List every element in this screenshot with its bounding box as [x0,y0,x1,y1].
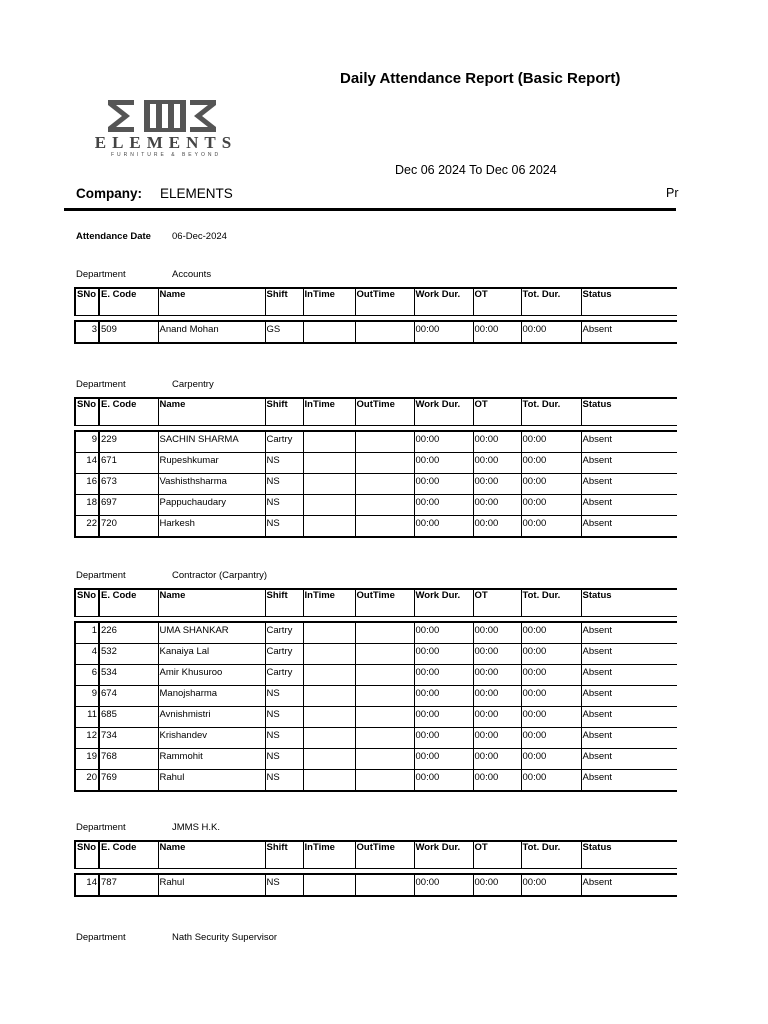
table-cell: NS [265,728,303,749]
table-cell: 00:00 [473,770,521,792]
table-cell: 19 [75,749,99,770]
table-row [75,686,677,707]
table-cell: 00:00 [473,321,521,343]
company-value: ELEMENTS [160,186,233,201]
column-header: OT [473,589,521,617]
table-cell [355,516,414,538]
column-header: Name [158,398,265,426]
column-header: OT [473,841,521,869]
table-cell: 00:00 [521,516,581,538]
table-cell: Absent [581,321,677,343]
table-row [75,431,677,453]
table-cell: UMA SHANKAR [158,622,265,644]
column-header: E. Code [99,589,158,617]
table-cell [355,644,414,665]
column-header: E. Code [99,288,158,316]
table-cell: 00:00 [473,622,521,644]
table-cell [355,474,414,495]
table-cell: 00:00 [414,644,473,665]
table-row [75,622,677,644]
table-cell: 9 [75,431,99,453]
table-row [75,707,677,728]
department-label: Department [76,379,126,390]
column-header: Work Dur. [414,398,473,426]
table-cell: Rupeshkumar [158,453,265,474]
table-cell [355,770,414,792]
table-cell [355,431,414,453]
table-cell: Cartry [265,622,303,644]
table-cell: 00:00 [521,665,581,686]
attendance-table [74,397,677,538]
table-row [75,453,677,474]
table-cell: 509 [99,321,158,343]
table-cell: Rahul [158,770,265,792]
column-header: OutTime [355,841,414,869]
table-cell: 00:00 [521,728,581,749]
column-header: Shift [265,589,303,617]
table-cell: 00:00 [473,686,521,707]
table-cell: SACHIN SHARMA [158,431,265,453]
table-cell: 674 [99,686,158,707]
table-cell: Absent [581,749,677,770]
column-header: Work Dur. [414,589,473,617]
table-cell: 14 [75,453,99,474]
table-cell [303,728,355,749]
table-cell: 00:00 [414,474,473,495]
table-cell: 229 [99,431,158,453]
column-header: Tot. Dur. [521,841,581,869]
table-cell [355,495,414,516]
table-row [75,665,677,686]
table-cell: Pappuchaudary [158,495,265,516]
table-cell [303,474,355,495]
column-header: SNo [75,398,99,426]
table-cell: 787 [99,874,158,896]
column-header: E. Code [99,841,158,869]
department-label: Department [76,269,126,280]
table-cell [303,431,355,453]
column-header: OutTime [355,288,414,316]
table-cell: Absent [581,770,677,792]
table-row [75,728,677,749]
table-cell: 685 [99,707,158,728]
table-cell: Amir Khusuroo [158,665,265,686]
table-cell: Absent [581,644,677,665]
column-header: Status [581,841,677,869]
table-cell [355,453,414,474]
table-row [75,474,677,495]
table-cell: 00:00 [414,665,473,686]
table-cell: 00:00 [521,622,581,644]
table-cell: 00:00 [473,453,521,474]
table-cell: NS [265,495,303,516]
table-cell: Cartry [265,665,303,686]
table-cell: 00:00 [473,874,521,896]
printed-label: Pr [666,186,679,200]
table-cell: Absent [581,707,677,728]
table-cell: 00:00 [521,644,581,665]
department-name: JMMS H.K. [172,822,221,833]
table-cell: 00:00 [473,749,521,770]
table-cell [355,874,414,896]
table-cell: 20 [75,770,99,792]
table-cell [303,749,355,770]
table-cell: Harkesh [158,516,265,538]
table-cell: 00:00 [521,453,581,474]
attendance-table [74,840,677,897]
table-cell: 734 [99,728,158,749]
table-cell: 768 [99,749,158,770]
table-cell: 00:00 [473,728,521,749]
department-name: Carpentry [172,379,214,390]
table-cell: Absent [581,665,677,686]
table-cell: 3 [75,321,99,343]
table-cell: Anand Mohan [158,321,265,343]
table-cell: 12 [75,728,99,749]
table-cell: Vashisthsharma [158,474,265,495]
column-header: OutTime [355,398,414,426]
table-cell: 00:00 [521,874,581,896]
table-cell: Cartry [265,644,303,665]
table-cell [303,686,355,707]
table-cell: 00:00 [521,686,581,707]
table-cell: Absent [581,622,677,644]
table-cell: Absent [581,431,677,453]
table-cell: 00:00 [473,431,521,453]
table-cell: 22 [75,516,99,538]
table-cell: 11 [75,707,99,728]
table-cell [303,665,355,686]
table-cell: 00:00 [521,707,581,728]
table-cell: 720 [99,516,158,538]
table-cell: 697 [99,495,158,516]
table-cell [355,728,414,749]
column-header: Tot. Dur. [521,589,581,617]
table-cell: NS [265,874,303,896]
table-cell: Absent [581,516,677,538]
column-header: Work Dur. [414,841,473,869]
table-cell: 00:00 [414,749,473,770]
table-cell [303,453,355,474]
table-header-row [75,841,677,869]
column-header: InTime [303,288,355,316]
department-name: Accounts [172,269,212,280]
table-cell [303,644,355,665]
table-cell: 226 [99,622,158,644]
table-cell: 00:00 [414,495,473,516]
table-cell [355,707,414,728]
column-header: Status [581,589,677,617]
table-cell: NS [265,770,303,792]
column-header: Shift [265,398,303,426]
report-title: Daily Attendance Report (Basic Report) [340,70,621,87]
column-header: Tot. Dur. [521,288,581,316]
table-cell: NS [265,707,303,728]
attendance-date-label: Attendance Date [76,231,151,242]
table-cell: 00:00 [414,321,473,343]
table-cell: Rahul [158,874,265,896]
column-header: Name [158,288,265,316]
table-cell: 1 [75,622,99,644]
table-cell: 00:00 [473,707,521,728]
table-cell: 534 [99,665,158,686]
column-header: OutTime [355,589,414,617]
logo-tagline-text: FURNITURE & BEYOND [110,152,222,158]
table-cell: 00:00 [414,516,473,538]
table-cell [303,495,355,516]
attendance-table [74,588,677,792]
table-cell [355,665,414,686]
table-cell: NS [265,474,303,495]
table-cell: 9 [75,686,99,707]
table-cell: 00:00 [473,474,521,495]
table-cell: 00:00 [473,516,521,538]
table-cell [303,516,355,538]
table-cell: 673 [99,474,158,495]
table-cell [355,749,414,770]
attendance-table [74,287,677,344]
table-cell: 00:00 [521,321,581,343]
company-label: Company: [76,186,143,201]
table-cell: Absent [581,495,677,516]
table-row [75,321,677,343]
column-header: Name [158,589,265,617]
table-row [75,874,677,896]
table-cell: Cartry [265,431,303,453]
table-cell: 16 [75,474,99,495]
table-cell [355,321,414,343]
table-cell: 00:00 [521,495,581,516]
table-cell: Rammohit [158,749,265,770]
table-cell: NS [265,453,303,474]
column-header: Work Dur. [414,288,473,316]
table-row [75,749,677,770]
table-cell [355,686,414,707]
table-cell: 00:00 [521,474,581,495]
department-name: Nath Security Supervisor [172,932,278,943]
column-header: Tot. Dur. [521,398,581,426]
table-cell: Absent [581,728,677,749]
table-cell: 671 [99,453,158,474]
table-cell: 769 [99,770,158,792]
table-cell: 00:00 [473,644,521,665]
table-cell: 18 [75,495,99,516]
table-row [75,770,677,792]
table-cell: Kanaiya Lal [158,644,265,665]
table-cell: 00:00 [521,749,581,770]
table-row [75,644,677,665]
column-header: SNo [75,288,99,316]
department-label: Department [76,570,126,581]
table-cell [303,874,355,896]
column-header: SNo [75,841,99,869]
column-header: InTime [303,841,355,869]
column-header: Status [581,398,677,426]
table-cell: Absent [581,686,677,707]
table-cell: GS [265,321,303,343]
table-cell: Manojsharma [158,686,265,707]
table-cell: Avnishmistri [158,707,265,728]
department-label: Department [76,822,126,833]
column-header: Shift [265,841,303,869]
table-cell [303,770,355,792]
table-cell: 4 [75,644,99,665]
table-header-row [75,589,677,617]
table-cell: Absent [581,474,677,495]
column-header: Name [158,841,265,869]
table-cell: 00:00 [521,431,581,453]
table-cell: 00:00 [414,707,473,728]
table-cell: NS [265,749,303,770]
table-cell: Krishandev [158,728,265,749]
header-divider [64,208,676,211]
column-header: OT [473,288,521,316]
table-cell [303,321,355,343]
table-cell: 6 [75,665,99,686]
table-cell: 00:00 [473,495,521,516]
table-cell: 00:00 [414,874,473,896]
column-header: InTime [303,589,355,617]
table-cell [303,622,355,644]
company-logo [64,96,269,158]
table-header-row [75,288,677,316]
table-cell: 14 [75,874,99,896]
table-cell: NS [265,516,303,538]
table-cell: 532 [99,644,158,665]
table-cell [355,622,414,644]
table-row [75,495,677,516]
table-cell: 00:00 [414,431,473,453]
department-name: Contractor (Carpantry) [172,570,268,581]
table-cell: 00:00 [414,453,473,474]
column-header: InTime [303,398,355,426]
table-cell: 00:00 [521,770,581,792]
logo-brand-text: ELEMENTS [94,133,238,152]
table-cell: Absent [581,874,677,896]
table-cell: Absent [581,453,677,474]
column-header: OT [473,398,521,426]
column-header: E. Code [99,398,158,426]
table-cell: 00:00 [473,665,521,686]
table-cell: 00:00 [414,622,473,644]
table-cell [303,707,355,728]
date-range: Dec 06 2024 To Dec 06 2024 [395,163,557,177]
table-header-row [75,398,677,426]
department-label: Department [76,932,126,943]
table-cell: NS [265,686,303,707]
table-cell: 00:00 [414,770,473,792]
attendance-date-value: 06-Dec-2024 [172,231,227,242]
column-header: SNo [75,589,99,617]
column-header: Status [581,288,677,316]
table-cell: 00:00 [414,686,473,707]
table-row [75,516,677,538]
column-header: Shift [265,288,303,316]
table-cell: 00:00 [414,728,473,749]
